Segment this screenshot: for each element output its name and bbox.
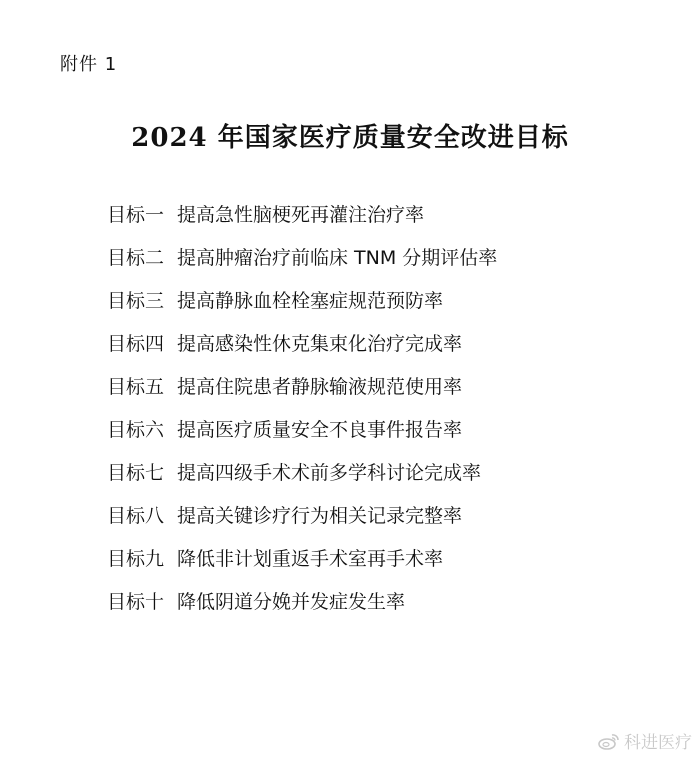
goal-number: 目标二 <box>107 247 165 269</box>
goal-number: 目标一 <box>107 204 165 226</box>
goal-text: 提高关键诊疗行为相关记录完整率 <box>177 505 463 527</box>
goal-number: 目标九 <box>107 548 165 570</box>
goal-number: 目标七 <box>107 462 165 484</box>
goal-text: 提高急性脑梗死再灌注治疗率 <box>177 204 425 226</box>
goal-number: 目标五 <box>107 376 165 398</box>
goal-item <box>107 286 497 329</box>
goals-list <box>107 200 497 630</box>
goal-number: 目标三 <box>107 290 165 312</box>
goal-text: 提高医疗质量安全不良事件报告率 <box>177 419 463 441</box>
goal-item <box>107 415 497 458</box>
goal-number: 目标六 <box>107 419 165 441</box>
goal-item <box>107 501 497 544</box>
goal-number: 目标八 <box>107 505 165 527</box>
attachment-label: 附件 1 <box>60 54 118 75</box>
goal-item <box>107 458 497 501</box>
goal-number: 目标十 <box>107 591 165 613</box>
goal-text: 提高肿瘤治疗前临床 TNM 分期评估率 <box>177 247 498 269</box>
goal-item <box>107 329 497 372</box>
goal-number: 目标四 <box>107 333 165 355</box>
watermark <box>598 728 692 753</box>
watermark-text: 科进医疗 <box>624 733 692 753</box>
document-title: 2024 年国家医疗质量安全改进目标 <box>131 123 569 153</box>
goal-item <box>107 544 497 587</box>
goal-text: 降低阴道分娩并发症发生率 <box>177 591 406 613</box>
goal-item <box>107 587 497 630</box>
goal-text: 提高四级手术术前多学科讨论完成率 <box>177 462 482 484</box>
goal-text: 提高住院患者静脉输液规范使用率 <box>177 376 463 398</box>
goal-text: 提高静脉血栓栓塞症规范预防率 <box>177 290 444 312</box>
goal-item <box>107 200 497 243</box>
goal-item <box>107 372 497 415</box>
goal-text: 降低非计划重返手术室再手术率 <box>177 548 444 570</box>
weibo-icon <box>598 732 620 750</box>
goal-text: 提高感染性休克集束化治疗完成率 <box>177 333 463 355</box>
goal-item <box>107 243 497 286</box>
